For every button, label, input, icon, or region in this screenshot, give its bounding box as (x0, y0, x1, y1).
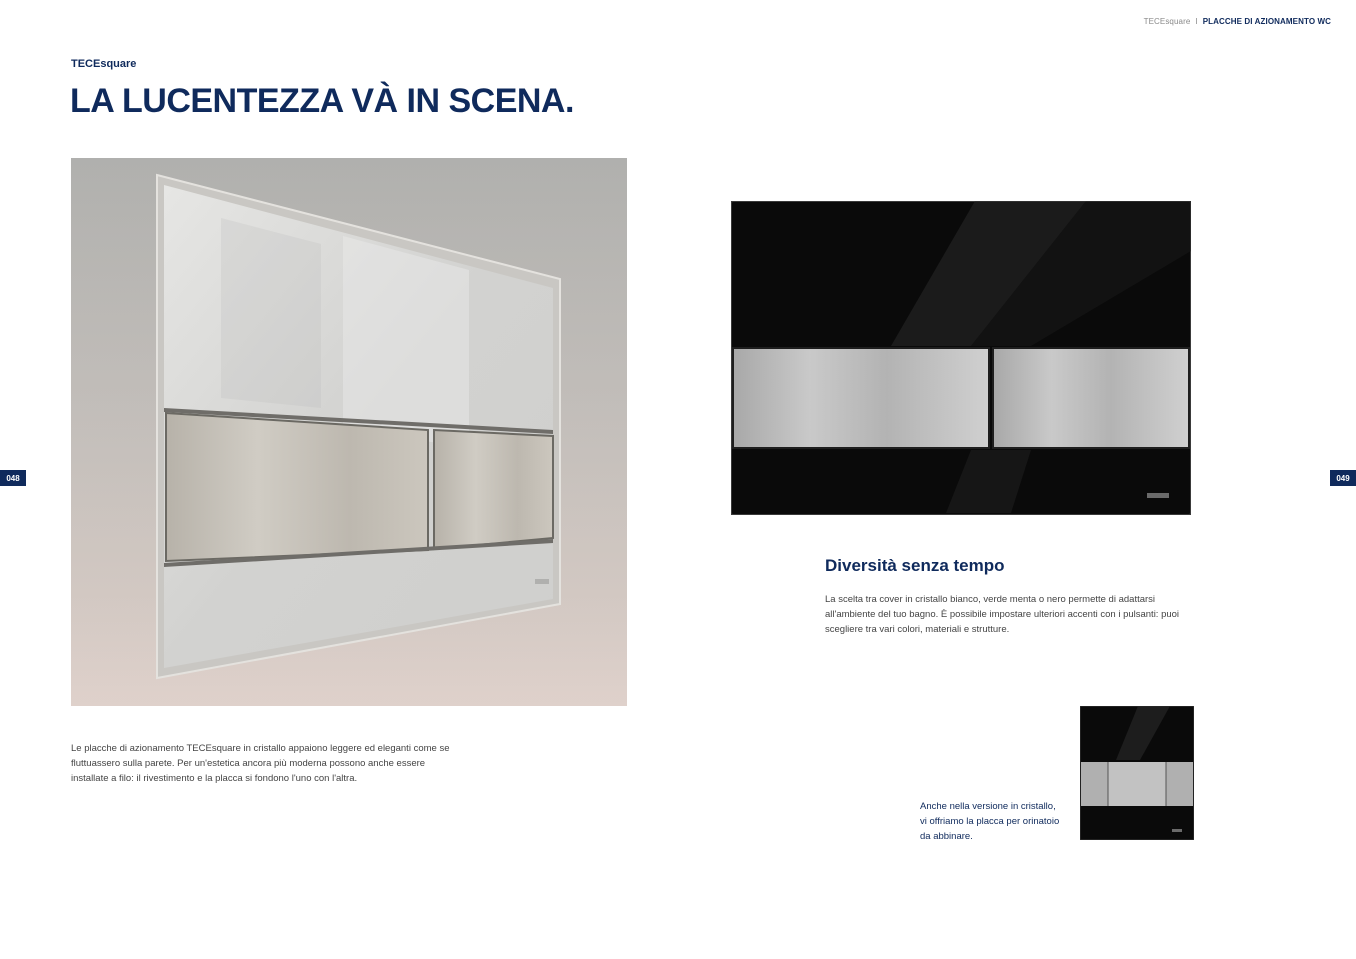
urinal-plate-illustration (1080, 706, 1194, 840)
caption-left: Le placche di azionamento TECEsquare in cristallo appaiono leggere ed eleganti come se fluttuassero sulla parete. Per un'estetica ancora più moderna possono anche essere installate a filo: il rivestimento e la placca si fondono l'uno con l'altra. (71, 743, 450, 784)
feature-heading: Diversità senza tempo (825, 556, 1005, 575)
page-number-left: 048 (0, 470, 26, 486)
running-header (1144, 17, 1331, 26)
header-separator: I (1195, 17, 1198, 26)
black-flush-plate-illustration (731, 201, 1191, 515)
feature-body: La scelta tra cover in cristallo bianco, verde menta o nero permette di adattarsi all'ambiente del tuo bagno. È possibile impostare ulteriori accenti con i pulsanti: puoi scegliere tra vari colori, materiali e strutture. (825, 594, 1180, 635)
kicker: TECEsquare (71, 58, 137, 70)
page-title: LA LUCENTEZZA VÀ IN SCENA. (70, 82, 574, 120)
caption-right: Anche nella versione in cristallo, vi offriamo la placca per orinatoio da abbinare. (920, 801, 1060, 842)
header-brand: TECEsquare (1143, 17, 1191, 26)
page-number-right: 049 (1330, 470, 1356, 486)
main-product-photo (71, 158, 627, 706)
urinal-plate-photo (1080, 706, 1194, 840)
white-glass-flush-plate-illustration (71, 158, 627, 706)
header-section: PLACCHE DI AZIONAMENTO WC (1202, 17, 1331, 26)
black-flush-plate-photo (731, 201, 1191, 515)
